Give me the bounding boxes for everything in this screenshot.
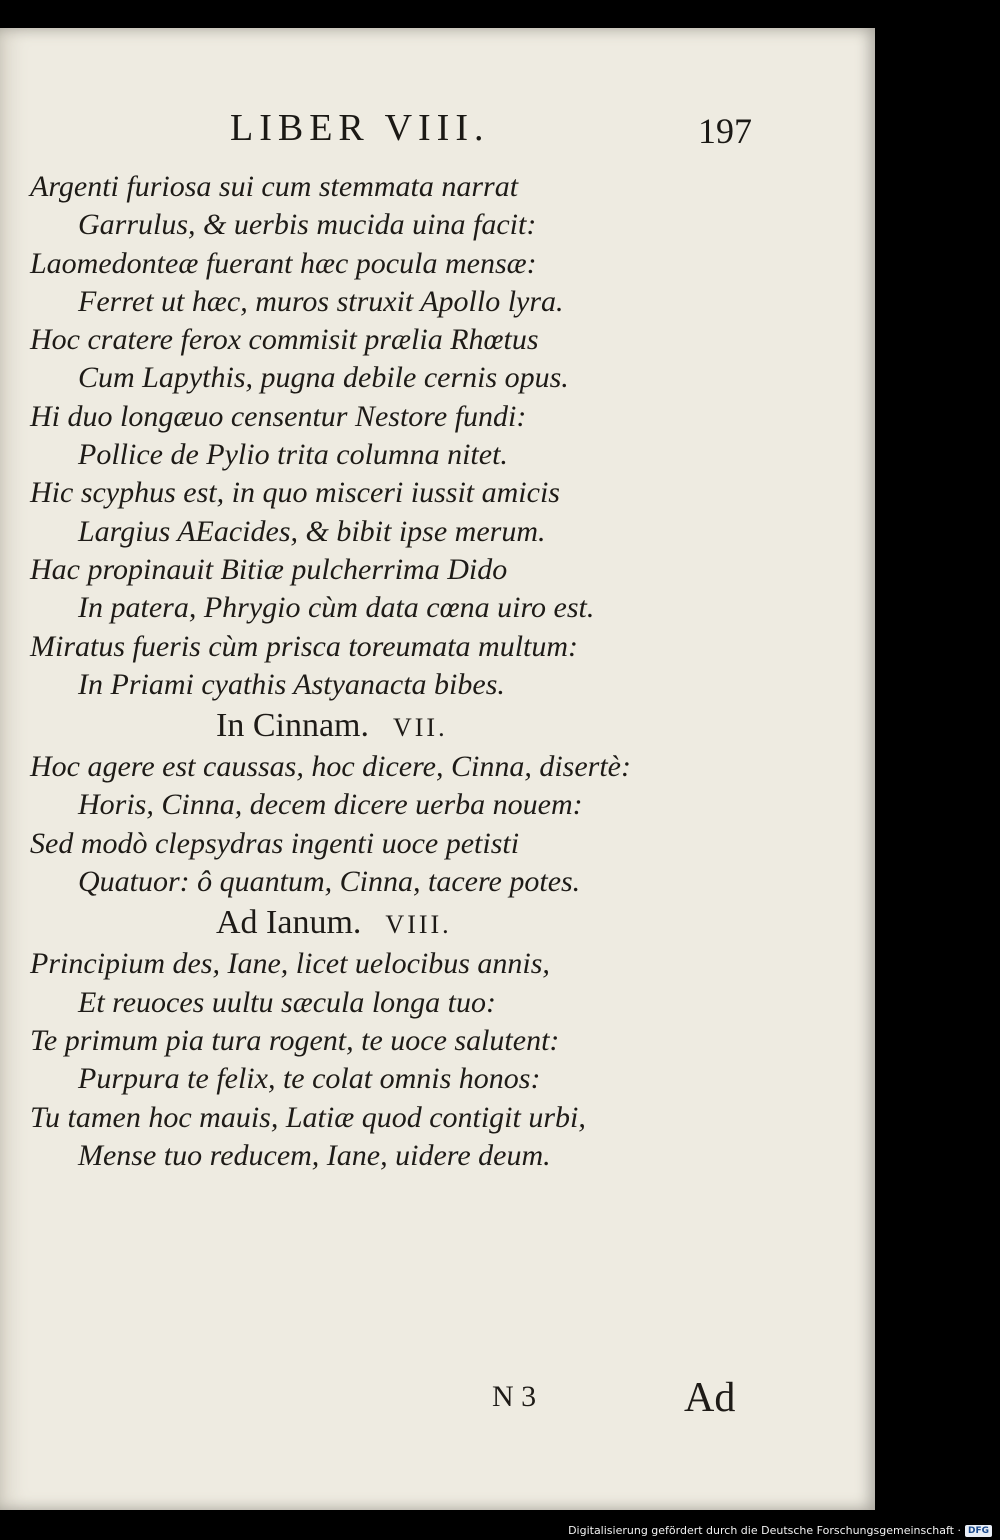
- verse-line: Principium des, Iane, licet uelocibus annis,: [30, 947, 550, 981]
- catchword: Ad: [684, 1375, 736, 1421]
- signature-mark: N 3: [492, 1380, 537, 1413]
- verse-line: Miratus fueris cùm prisca toreumata multum:: [30, 629, 579, 663]
- poem-text-block: [30, 168, 750, 1175]
- verse-line: Hic scyphus est, in quo misceri iussit amicis: [30, 476, 560, 510]
- verse-line: Garrulus, & uerbis mucida uina facit:: [78, 208, 537, 242]
- verse-line: Largius AEacides, & bibit ipse merum.: [78, 514, 546, 548]
- epigram-number: VIII.: [385, 910, 452, 940]
- verse-line: Mense tuo reducem, Iane, uidere deum.: [78, 1138, 551, 1172]
- verse-line: Te primum pia tura rogent, te uoce salutent:: [30, 1023, 560, 1057]
- book-page: [0, 28, 875, 1510]
- epigram-number: VII.: [392, 713, 448, 743]
- epigram-title: Ad Ianum.: [216, 904, 362, 942]
- epigram-heading: [30, 704, 750, 748]
- verse-line: Quatuor: ô quantum, Cinna, tacere potes.: [78, 865, 581, 899]
- verse-line: Argenti furiosa sui cum stemmata narrat: [30, 170, 519, 203]
- show-through-bleed: [740, 108, 870, 1408]
- page-number: 197: [698, 111, 752, 151]
- verse-line: Purpura te felix, te colat omnis honos:: [78, 1062, 541, 1096]
- verse-line: Pollice de Pylio trita columna nitet.: [78, 438, 508, 472]
- verse-line: Hoc agere est caussas, hoc dicere, Cinna, disertè:: [30, 750, 631, 784]
- verse-line: Ferret ut hæc, muros struxit Apollo lyra.: [78, 284, 564, 318]
- verse-line: Sed modò clepsydras ingenti uoce petisti: [30, 826, 520, 860]
- dfg-logo-icon: DFG: [965, 1525, 992, 1537]
- verse-line: Hoc cratere ferox commisit prælia Rhœtus: [30, 323, 539, 357]
- running-head: LIBER VIII.: [230, 107, 490, 149]
- verse-line: Cum Lapythis, pugna debile cernis opus.: [78, 361, 569, 395]
- verse-line: Tu tamen hoc mauis, Latiæ quod contigit urbi,: [30, 1100, 586, 1134]
- epigram-heading: [30, 901, 750, 945]
- verse-line: Et reuoces uultu sæcula longa tuo:: [78, 985, 497, 1019]
- credit-text: Digitalisierung gefördert durch die Deutsche Forschungsgemeinschaft ·: [568, 1524, 961, 1537]
- verse-line: Laomedonteæ fuerant hæc pocula mensæ:: [30, 246, 537, 280]
- verse-line: Hi duo longæuo censentur Nestore fundi:: [30, 399, 527, 433]
- verse-line: In Priami cyathis Astyanacta bibes.: [78, 667, 505, 701]
- verse-line: In patera, Phrygio cùm data cœna uiro est.: [78, 591, 595, 625]
- digitization-credit: [568, 1524, 992, 1537]
- epigram-title: In Cinnam.: [216, 707, 369, 745]
- verse-line: Horis, Cinna, decem dicere uerba nouem:: [78, 788, 583, 822]
- verse-line: Hac propinauit Bitiæ pulcherrima Dido: [30, 552, 508, 586]
